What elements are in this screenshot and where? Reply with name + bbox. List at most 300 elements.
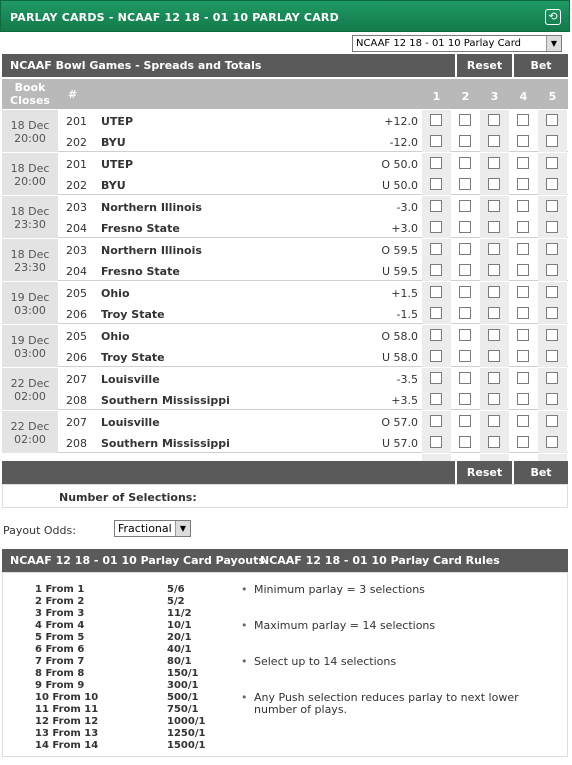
chevron-down-icon: ▼ — [175, 521, 190, 536]
close-date: 22 Dec — [10, 420, 50, 433]
strip-shade — [480, 454, 509, 461]
checkbox-cell — [480, 325, 509, 346]
game-row — [2, 368, 568, 410]
book-closes-cell — [2, 196, 58, 238]
checkbox-cell — [422, 153, 451, 174]
checkbox-cell — [422, 217, 451, 238]
selection-checkbox-col-2[interactable] — [459, 114, 471, 126]
checkbox-cell — [422, 303, 451, 324]
rotation-number: 204 — [66, 222, 87, 235]
checkbox-cell — [509, 239, 538, 260]
payout-label: 12 From 12 — [35, 716, 99, 727]
checkbox-cell — [538, 131, 567, 152]
checkbox-cell — [480, 131, 509, 152]
selection-checkbox-col-5[interactable] — [546, 114, 558, 126]
rotation-number: 201 — [66, 115, 87, 128]
team-name: BYU — [101, 136, 126, 149]
checkbox-cell — [509, 217, 538, 238]
team-name: Fresno State — [101, 265, 180, 278]
checkbox-cell — [509, 131, 538, 152]
selections-box — [2, 484, 568, 508]
game-row — [2, 110, 568, 152]
payout-value: 11/2 — [167, 608, 192, 619]
col-4-header: 4 — [519, 90, 528, 103]
selection-line — [58, 325, 568, 346]
selection-checkbox-col-4[interactable] — [517, 135, 529, 147]
selection-checkbox-col-4[interactable] — [517, 157, 529, 169]
selection-checkbox-col-4[interactable] — [517, 415, 529, 427]
book-closes-cell — [2, 153, 58, 195]
selection-checkbox-col-2[interactable] — [459, 157, 471, 169]
selection-checkbox-col-1[interactable] — [430, 114, 442, 126]
checkbox-cell — [451, 389, 480, 410]
checkbox-cell — [480, 174, 509, 195]
checkbox-cell — [509, 325, 538, 346]
payout-odds-label: Payout Odds: — [3, 524, 76, 537]
selection-checkbox-col-1[interactable] — [430, 178, 442, 190]
selection-checkbox-col-3[interactable] — [488, 415, 500, 427]
chevron-down-icon: ▼ — [546, 36, 561, 51]
selection-checkbox-col-1[interactable] — [430, 436, 442, 448]
game-row — [2, 239, 568, 281]
checkbox-cell — [480, 260, 509, 281]
checkbox-cell — [509, 432, 538, 453]
checkbox-cell — [422, 174, 451, 195]
reset-button-bottom[interactable]: Reset — [455, 461, 512, 484]
selection-checkbox-col-3[interactable] — [488, 307, 500, 319]
section-title: NCAAF Bowl Games - Spreads and Totals — [10, 59, 262, 72]
selection-checkbox-col-1[interactable] — [430, 307, 442, 319]
payout-label: 1 From 1 — [35, 584, 85, 595]
selection-checkbox-col-1[interactable] — [430, 200, 442, 212]
rotation-number: 206 — [66, 308, 87, 321]
selection-line — [58, 389, 568, 410]
selection-checkbox-col-2[interactable] — [459, 286, 471, 298]
team-name: Louisville — [101, 416, 160, 429]
selection-checkbox-col-5[interactable] — [546, 372, 558, 384]
checkbox-cell — [509, 346, 538, 367]
game-row — [2, 325, 568, 367]
selection-checkbox-col-5[interactable] — [546, 436, 558, 448]
checkbox-cell — [538, 110, 567, 131]
selection-line — [58, 131, 568, 152]
payout-label: 13 From 13 — [35, 728, 99, 739]
checkbox-cell — [422, 110, 451, 131]
team-name: UTEP — [101, 115, 134, 128]
checkbox-cell — [538, 282, 567, 303]
selection-checkbox-col-2[interactable] — [459, 178, 471, 190]
column-header — [2, 79, 568, 109]
selection-line — [58, 174, 568, 195]
selection-checkbox-col-5[interactable] — [546, 264, 558, 276]
checkbox-cell — [422, 131, 451, 152]
payout-value: 80/1 — [167, 656, 192, 667]
line-odds: U 58.0 — [381, 351, 418, 364]
selection-checkbox-col-2[interactable] — [459, 329, 471, 341]
selection-checkbox-col-5[interactable] — [546, 200, 558, 212]
selection-checkbox-col-1[interactable] — [430, 393, 442, 405]
selection-line — [58, 153, 568, 174]
selection-checkbox-col-3[interactable] — [488, 200, 500, 212]
selection-checkbox-col-3[interactable] — [488, 114, 500, 126]
close-time: 23:30 — [14, 261, 46, 274]
team-name: Northern Illinois — [101, 201, 202, 214]
selection-line — [58, 432, 568, 453]
parlay-card-select[interactable] — [352, 35, 562, 52]
line-odds: +12.0 — [384, 115, 418, 128]
checkbox-cell — [480, 303, 509, 324]
checkbox-cell — [538, 368, 567, 389]
selection-checkbox-col-3[interactable] — [488, 286, 500, 298]
table-footer-strip — [2, 454, 568, 461]
checkbox-cell — [451, 131, 480, 152]
selection-checkbox-col-2[interactable] — [459, 307, 471, 319]
team-name: Troy State — [101, 308, 165, 321]
selection-checkbox-col-3[interactable] — [488, 264, 500, 276]
checkbox-cell — [509, 368, 538, 389]
title-bar — [0, 0, 570, 32]
checkbox-cell — [480, 153, 509, 174]
checkbox-cell — [538, 432, 567, 453]
selection-checkbox-col-2[interactable] — [459, 264, 471, 276]
selection-checkbox-col-3[interactable] — [488, 135, 500, 147]
selection-checkbox-col-3[interactable] — [488, 221, 500, 233]
selection-checkbox-col-4[interactable] — [517, 264, 529, 276]
bet-button-top[interactable]: Bet — [512, 54, 568, 77]
game-row — [2, 411, 568, 453]
selection-checkbox-col-2[interactable] — [459, 436, 471, 448]
close-date: 19 Dec — [10, 291, 50, 304]
close-time: 20:00 — [14, 175, 46, 188]
team-name: Ohio — [101, 330, 130, 343]
refresh-icon[interactable]: ⟲ — [545, 9, 561, 25]
checkbox-cell — [509, 153, 538, 174]
selection-checkbox-col-2[interactable] — [459, 200, 471, 212]
selection-checkbox-col-4[interactable] — [517, 178, 529, 190]
checkbox-cell — [538, 153, 567, 174]
bet-button-bottom[interactable]: Bet — [512, 461, 568, 484]
checkbox-cell — [422, 346, 451, 367]
strip-shade — [422, 454, 451, 461]
selection-line — [58, 110, 568, 131]
rotation-number: 208 — [66, 437, 87, 450]
col-2-header: 2 — [461, 90, 470, 103]
game-row — [2, 196, 568, 238]
payout-odds-select[interactable] — [114, 520, 191, 537]
payout-label: 4 From 4 — [35, 620, 85, 631]
checkbox-cell — [422, 282, 451, 303]
checkbox-cell — [451, 411, 480, 432]
rule-text: • Any Push selection reduces parlay to next lower number of plays. — [254, 691, 519, 716]
line-odds: O 59.5 — [381, 244, 418, 257]
payouts-header — [2, 549, 568, 572]
checkbox-cell — [422, 432, 451, 453]
checkbox-cell — [538, 239, 567, 260]
rule-item — [241, 656, 541, 668]
checkbox-cell — [538, 260, 567, 281]
selection-line — [58, 303, 568, 324]
checkbox-cell — [509, 260, 538, 281]
line-odds: O 58.0 — [381, 330, 418, 343]
book-closes-cell — [2, 368, 58, 410]
line-odds: +3.0 — [391, 222, 418, 235]
selection-line — [58, 239, 568, 260]
selection-checkbox-col-5[interactable] — [546, 178, 558, 190]
checkbox-cell — [422, 196, 451, 217]
page-title: PARLAY CARDS - NCAAF 12 18 - 01 10 PARLAY CARD — [10, 11, 339, 24]
selection-checkbox-col-5[interactable] — [546, 350, 558, 362]
close-date: 18 Dec — [10, 162, 50, 175]
checkbox-cell — [480, 282, 509, 303]
selection-checkbox-col-1[interactable] — [430, 157, 442, 169]
rotation-number: 202 — [66, 179, 87, 192]
selection-line — [58, 196, 568, 217]
rotation-number: 205 — [66, 287, 87, 300]
close-time: 20:00 — [14, 132, 46, 145]
checkbox-cell — [509, 411, 538, 432]
selection-checkbox-col-3[interactable] — [488, 178, 500, 190]
checkbox-cell — [538, 217, 567, 238]
selection-line — [58, 411, 568, 432]
checkbox-cell — [451, 239, 480, 260]
payout-odds-value: Fractional — [118, 522, 172, 535]
checkbox-cell — [480, 110, 509, 131]
close-date: 18 Dec — [10, 248, 50, 261]
selection-checkbox-col-4[interactable] — [517, 221, 529, 233]
checkbox-cell — [451, 174, 480, 195]
selection-checkbox-col-4[interactable] — [517, 372, 529, 384]
selection-line — [58, 282, 568, 303]
rotation-number: 203 — [66, 201, 87, 214]
payout-value: 20/1 — [167, 632, 192, 643]
close-time: 03:00 — [14, 347, 46, 360]
rule-text: • Maximum parlay = 14 selections — [254, 619, 436, 632]
close-date: 22 Dec — [10, 377, 50, 390]
selection-checkbox-col-1[interactable] — [430, 329, 442, 341]
book-closes-cell — [2, 282, 58, 324]
game-row — [2, 282, 568, 324]
selection-checkbox-col-4[interactable] — [517, 329, 529, 341]
checkbox-cell — [451, 303, 480, 324]
selection-line — [58, 260, 568, 281]
line-odds: -1.5 — [396, 308, 418, 321]
checkbox-cell — [509, 282, 538, 303]
payout-label: 14 From 14 — [35, 740, 99, 751]
selection-checkbox-col-3[interactable] — [488, 329, 500, 341]
parlay-card-select-value: NCAAF 12 18 - 01 10 Parlay Card — [356, 38, 521, 49]
selection-checkbox-col-1[interactable] — [430, 264, 442, 276]
rotation-number: 205 — [66, 330, 87, 343]
team-name: Troy State — [101, 351, 165, 364]
payout-label: 9 From 9 — [35, 680, 85, 691]
line-odds: U 50.0 — [381, 179, 418, 192]
close-date: 18 Dec — [10, 205, 50, 218]
selection-checkbox-col-5[interactable] — [546, 135, 558, 147]
payout-value: 300/1 — [167, 680, 199, 691]
rule-text: • Minimum parlay = 3 selections — [254, 583, 425, 596]
book-closes-cell — [2, 325, 58, 367]
payout-label: 11 From 11 — [35, 704, 99, 715]
team-name: Louisville — [101, 373, 160, 386]
rotation-number: 201 — [66, 158, 87, 171]
checkbox-cell — [451, 260, 480, 281]
checkbox-cell — [480, 389, 509, 410]
selection-checkbox-col-4[interactable] — [517, 114, 529, 126]
close-time: 03:00 — [14, 304, 46, 317]
col-1-header: 1 — [432, 90, 441, 103]
game-row — [2, 153, 568, 195]
checkbox-cell — [538, 411, 567, 432]
selection-checkbox-col-3[interactable] — [488, 243, 500, 255]
selection-checkbox-col-4[interactable] — [517, 436, 529, 448]
selection-line — [58, 368, 568, 389]
close-time: 02:00 — [14, 390, 46, 403]
selection-checkbox-col-5[interactable] — [546, 286, 558, 298]
checkbox-cell — [538, 196, 567, 217]
checkbox-cell — [480, 196, 509, 217]
selection-checkbox-col-4[interactable] — [517, 243, 529, 255]
selection-checkbox-col-2[interactable] — [459, 415, 471, 427]
checkbox-cell — [451, 368, 480, 389]
payout-label: 8 From 8 — [35, 668, 85, 679]
checkbox-cell — [538, 325, 567, 346]
selection-checkbox-col-3[interactable] — [488, 393, 500, 405]
rule-text: • Select up to 14 selections — [254, 655, 397, 668]
selection-checkbox-col-2[interactable] — [459, 221, 471, 233]
checkbox-cell — [480, 432, 509, 453]
payout-label: 3 From 3 — [35, 608, 85, 619]
checkbox-cell — [451, 325, 480, 346]
team-name: Northern Illinois — [101, 244, 202, 257]
selection-checkbox-col-1[interactable] — [430, 415, 442, 427]
payout-label: 7 From 7 — [35, 656, 85, 667]
selection-checkbox-col-4[interactable] — [517, 200, 529, 212]
rotation-number: 202 — [66, 136, 87, 149]
checkbox-cell — [509, 196, 538, 217]
selection-checkbox-col-4[interactable] — [517, 286, 529, 298]
selection-checkbox-col-1[interactable] — [430, 135, 442, 147]
checkbox-cell — [538, 346, 567, 367]
checkbox-cell — [451, 346, 480, 367]
selection-checkbox-col-4[interactable] — [517, 393, 529, 405]
checkbox-cell — [538, 303, 567, 324]
checkbox-cell — [451, 110, 480, 131]
selection-checkbox-col-1[interactable] — [430, 243, 442, 255]
rotation-number: 203 — [66, 244, 87, 257]
rule-item — [241, 620, 541, 632]
selection-checkbox-col-1[interactable] — [430, 372, 442, 384]
line-odds: O 57.0 — [381, 416, 418, 429]
rotation-number: 207 — [66, 416, 87, 429]
reset-button-top[interactable]: Reset — [455, 54, 512, 77]
selection-checkbox-col-5[interactable] — [546, 157, 558, 169]
payout-value: 1250/1 — [167, 728, 206, 739]
selection-checkbox-col-3[interactable] — [488, 350, 500, 362]
selection-checkbox-col-1[interactable] — [430, 350, 442, 362]
line-odds: +3.5 — [391, 394, 418, 407]
checkbox-cell — [451, 432, 480, 453]
selection-checkbox-col-2[interactable] — [459, 135, 471, 147]
payout-value: 750/1 — [167, 704, 199, 715]
checkbox-cell — [480, 217, 509, 238]
col-5-header: 5 — [548, 90, 557, 103]
payout-label: 2 From 2 — [35, 596, 85, 607]
selection-checkbox-col-1[interactable] — [430, 221, 442, 233]
payouts-title: NCAAF 12 18 - 01 10 Parlay Card Payouts — [10, 554, 265, 567]
checkbox-cell — [422, 325, 451, 346]
selection-checkbox-col-5[interactable] — [546, 243, 558, 255]
hash-header: # — [68, 88, 78, 101]
rule-item — [241, 584, 541, 596]
checkbox-cell — [422, 239, 451, 260]
team-name: Southern Mississippi — [101, 437, 230, 450]
selection-checkbox-col-5[interactable] — [546, 329, 558, 341]
selection-checkbox-col-4[interactable] — [517, 307, 529, 319]
selection-checkbox-col-5[interactable] — [546, 393, 558, 405]
team-name: Southern Mississippi — [101, 394, 230, 407]
selection-checkbox-col-2[interactable] — [459, 243, 471, 255]
checkbox-cell — [451, 217, 480, 238]
selection-checkbox-col-1[interactable] — [430, 286, 442, 298]
line-odds: U 57.0 — [381, 437, 418, 450]
section-footer — [2, 461, 568, 484]
team-name: BYU — [101, 179, 126, 192]
rotation-number: 206 — [66, 351, 87, 364]
selection-line — [58, 217, 568, 238]
selection-checkbox-col-3[interactable] — [488, 157, 500, 169]
selection-checkbox-col-5[interactable] — [546, 221, 558, 233]
checkbox-cell — [451, 282, 480, 303]
book-closes-header: Book Closes — [10, 81, 50, 107]
payout-value: 5/2 — [167, 596, 185, 607]
selection-checkbox-col-2[interactable] — [459, 393, 471, 405]
team-name: UTEP — [101, 158, 134, 171]
selection-checkbox-col-5[interactable] — [546, 307, 558, 319]
checkbox-cell — [480, 346, 509, 367]
team-name: Fresno State — [101, 222, 180, 235]
checkbox-cell — [509, 303, 538, 324]
selection-checkbox-col-3[interactable] — [488, 436, 500, 448]
rules-title: NCAAF 12 18 - 01 10 Parlay Card Rules — [260, 554, 500, 567]
book-closes-cell — [2, 110, 58, 152]
line-odds: O 50.0 — [381, 158, 418, 171]
checkbox-cell — [451, 153, 480, 174]
payout-value: 5/6 — [167, 584, 185, 595]
checkbox-cell — [509, 110, 538, 131]
selection-checkbox-col-2[interactable] — [459, 372, 471, 384]
selection-checkbox-col-5[interactable] — [546, 415, 558, 427]
col-3-header: 3 — [490, 90, 499, 103]
selection-checkbox-col-2[interactable] — [459, 350, 471, 362]
payout-value: 40/1 — [167, 644, 192, 655]
section-header — [2, 54, 568, 77]
close-time: 23:30 — [14, 218, 46, 231]
rotation-number: 204 — [66, 265, 87, 278]
payouts-box — [2, 572, 568, 757]
payout-value: 500/1 — [167, 692, 199, 703]
line-odds: U 59.5 — [381, 265, 418, 278]
rotation-number: 208 — [66, 394, 87, 407]
selection-checkbox-col-4[interactable] — [517, 350, 529, 362]
line-odds: -12.0 — [389, 136, 418, 149]
checkbox-cell — [509, 174, 538, 195]
selection-checkbox-col-3[interactable] — [488, 372, 500, 384]
checkbox-cell — [422, 411, 451, 432]
line-odds: +1.5 — [391, 287, 418, 300]
payout-value: 1500/1 — [167, 740, 206, 751]
card-selector-row — [0, 32, 570, 54]
checkbox-cell — [538, 389, 567, 410]
